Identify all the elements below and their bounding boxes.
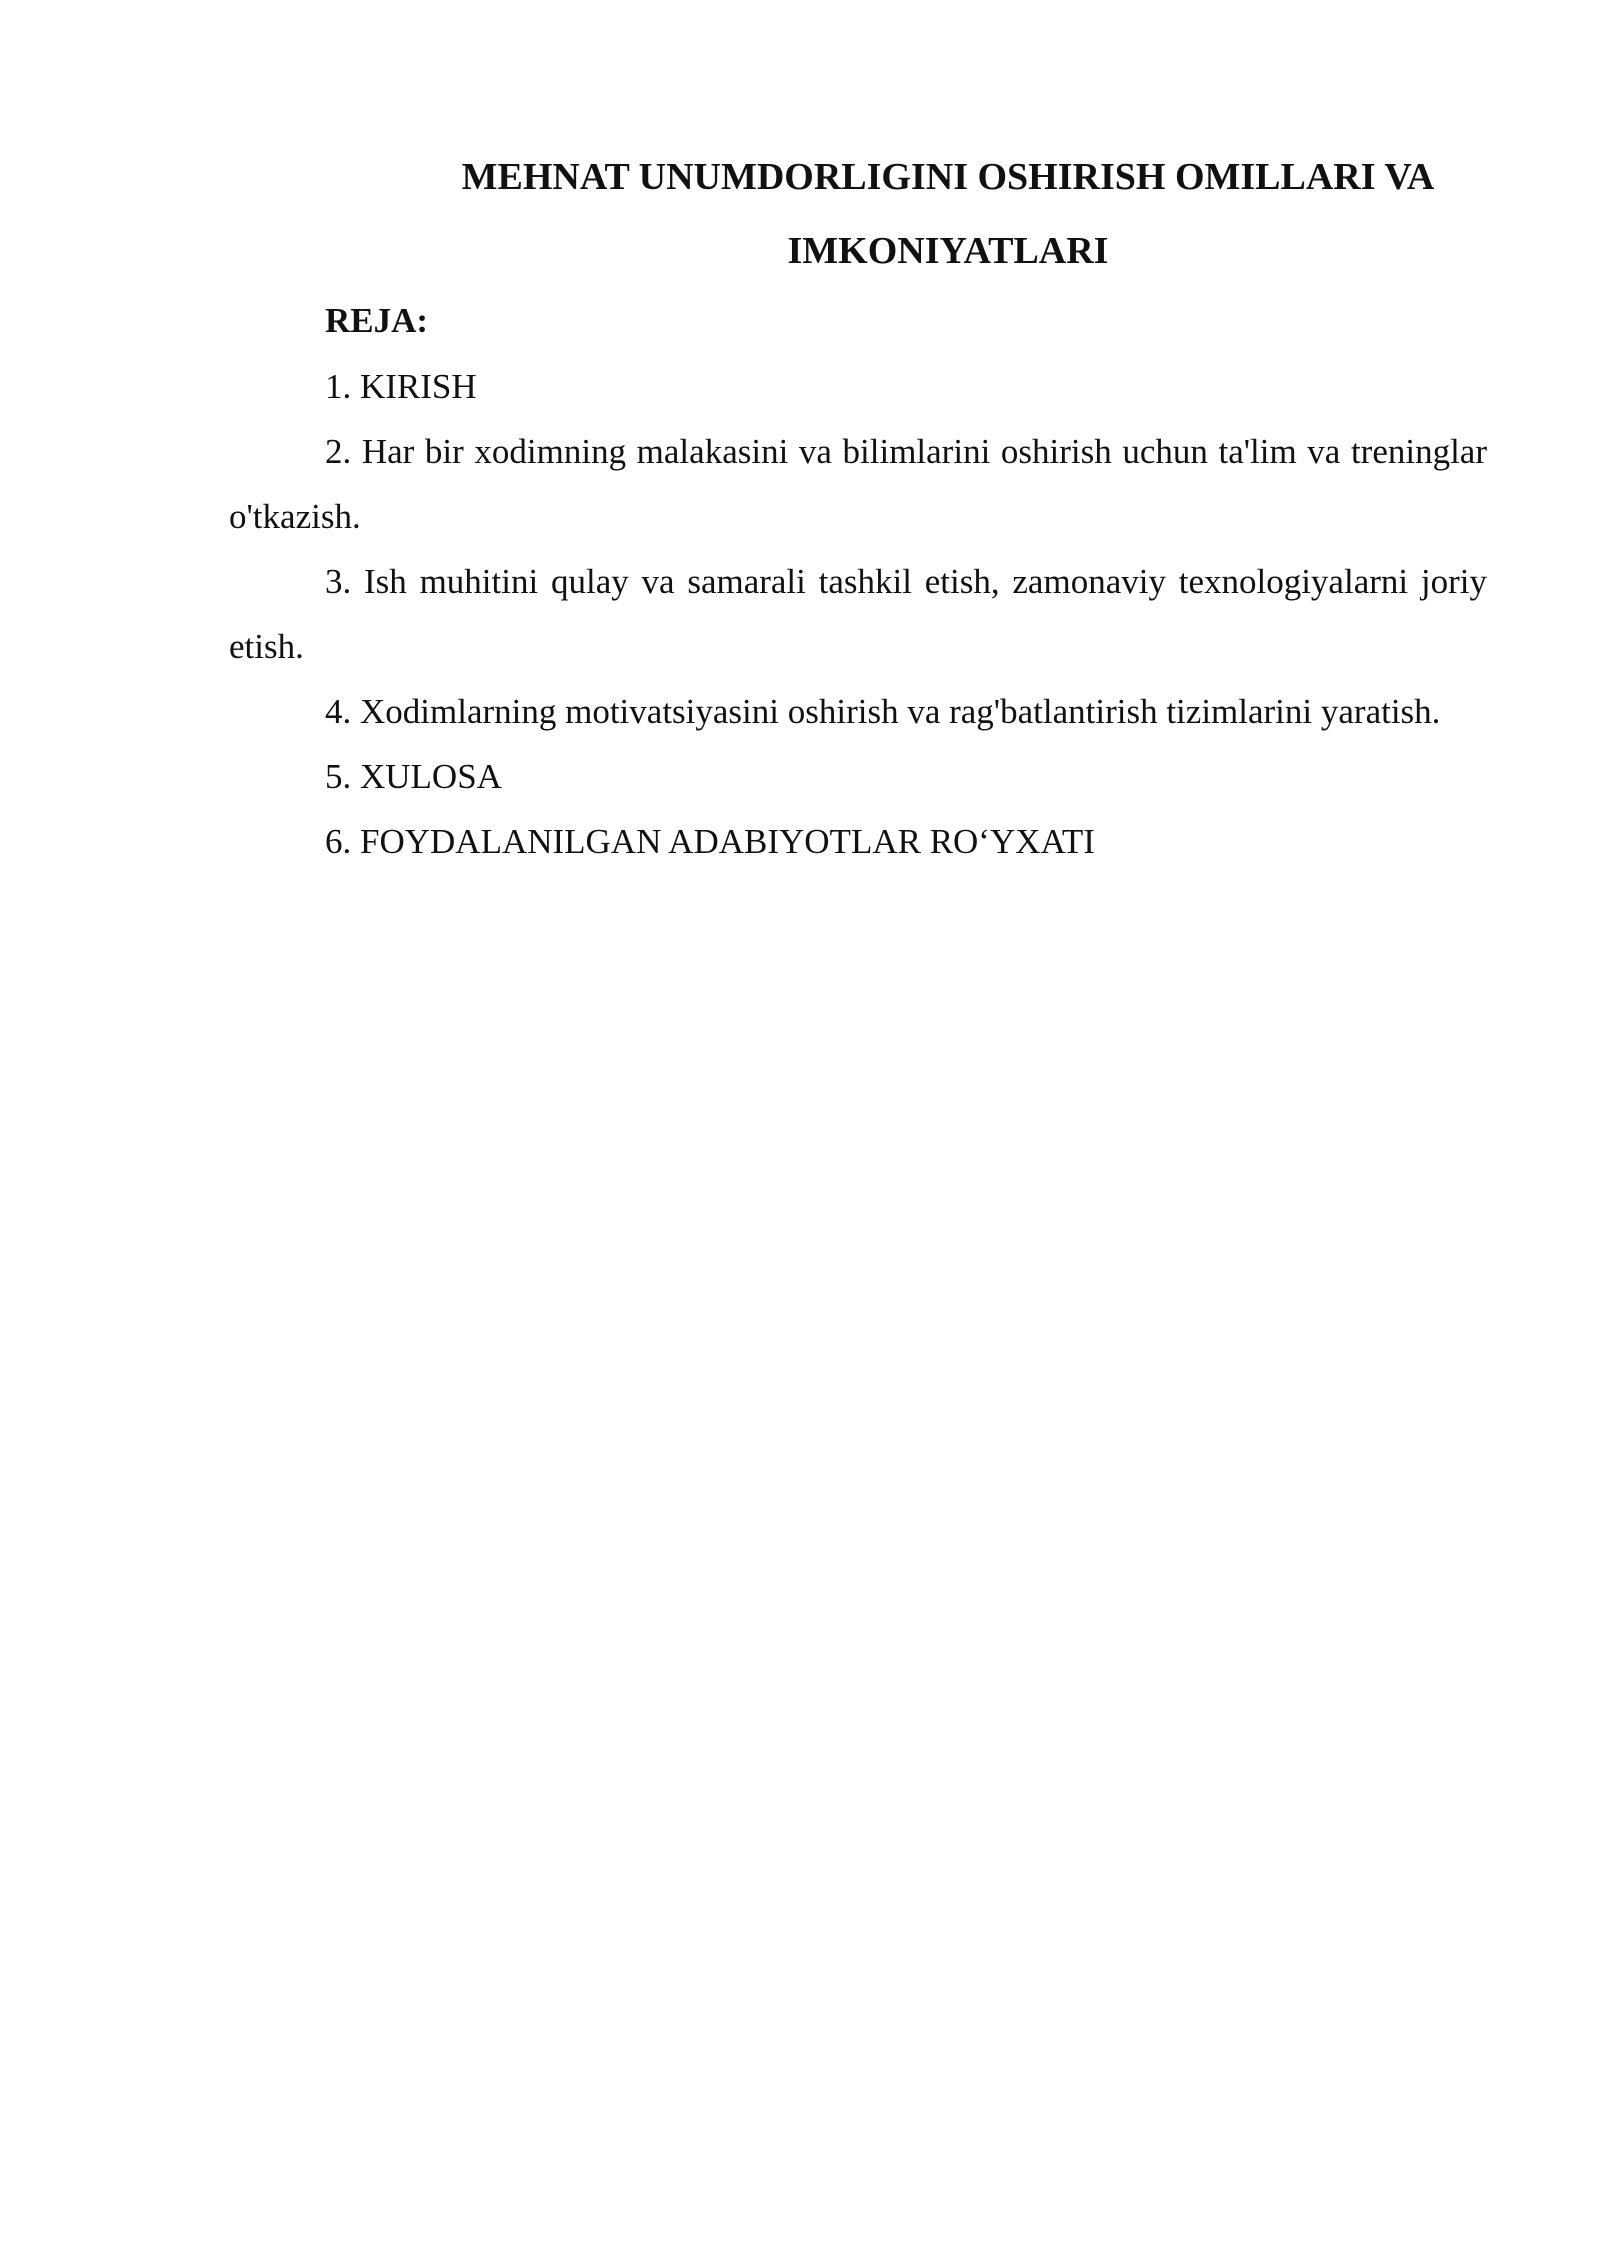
page-content — [229, 140, 1487, 874]
plan-item-motivation: 4. Xodimlarning motivatsiyasini oshirish va rag'batlantirish tizimlarini yaratish. — [325, 692, 1441, 731]
document-title-line-1: MEHNAT UNUMDORLIGINI OSHIRISH OMILLARI VA — [461, 156, 1435, 198]
plan-item-work-environment: 3. Ish muhitini qulay va samarali tashkil etish, zamonaviy texnologiyalarni joriy etish. — [229, 562, 1487, 666]
plan-item-references: 6. FOYDALANILGAN ADABIYOTLAR RO‘YXATI — [325, 822, 1095, 861]
plan-item-conclusion: 5. XULOSA — [325, 757, 502, 796]
plan-heading: REJA: — [325, 301, 429, 340]
document-title-line-2: IMKONIYATLARI — [787, 230, 1109, 272]
plan-list — [229, 354, 1487, 874]
document-title — [229, 140, 1487, 288]
plan-item-training: 2. Har bir xodimning malakasini va bilimlarini oshirish uchun ta'lim va treninglar o'tkazish. — [229, 432, 1487, 536]
plan-item-introduction: 1. KIRISH — [325, 367, 477, 406]
